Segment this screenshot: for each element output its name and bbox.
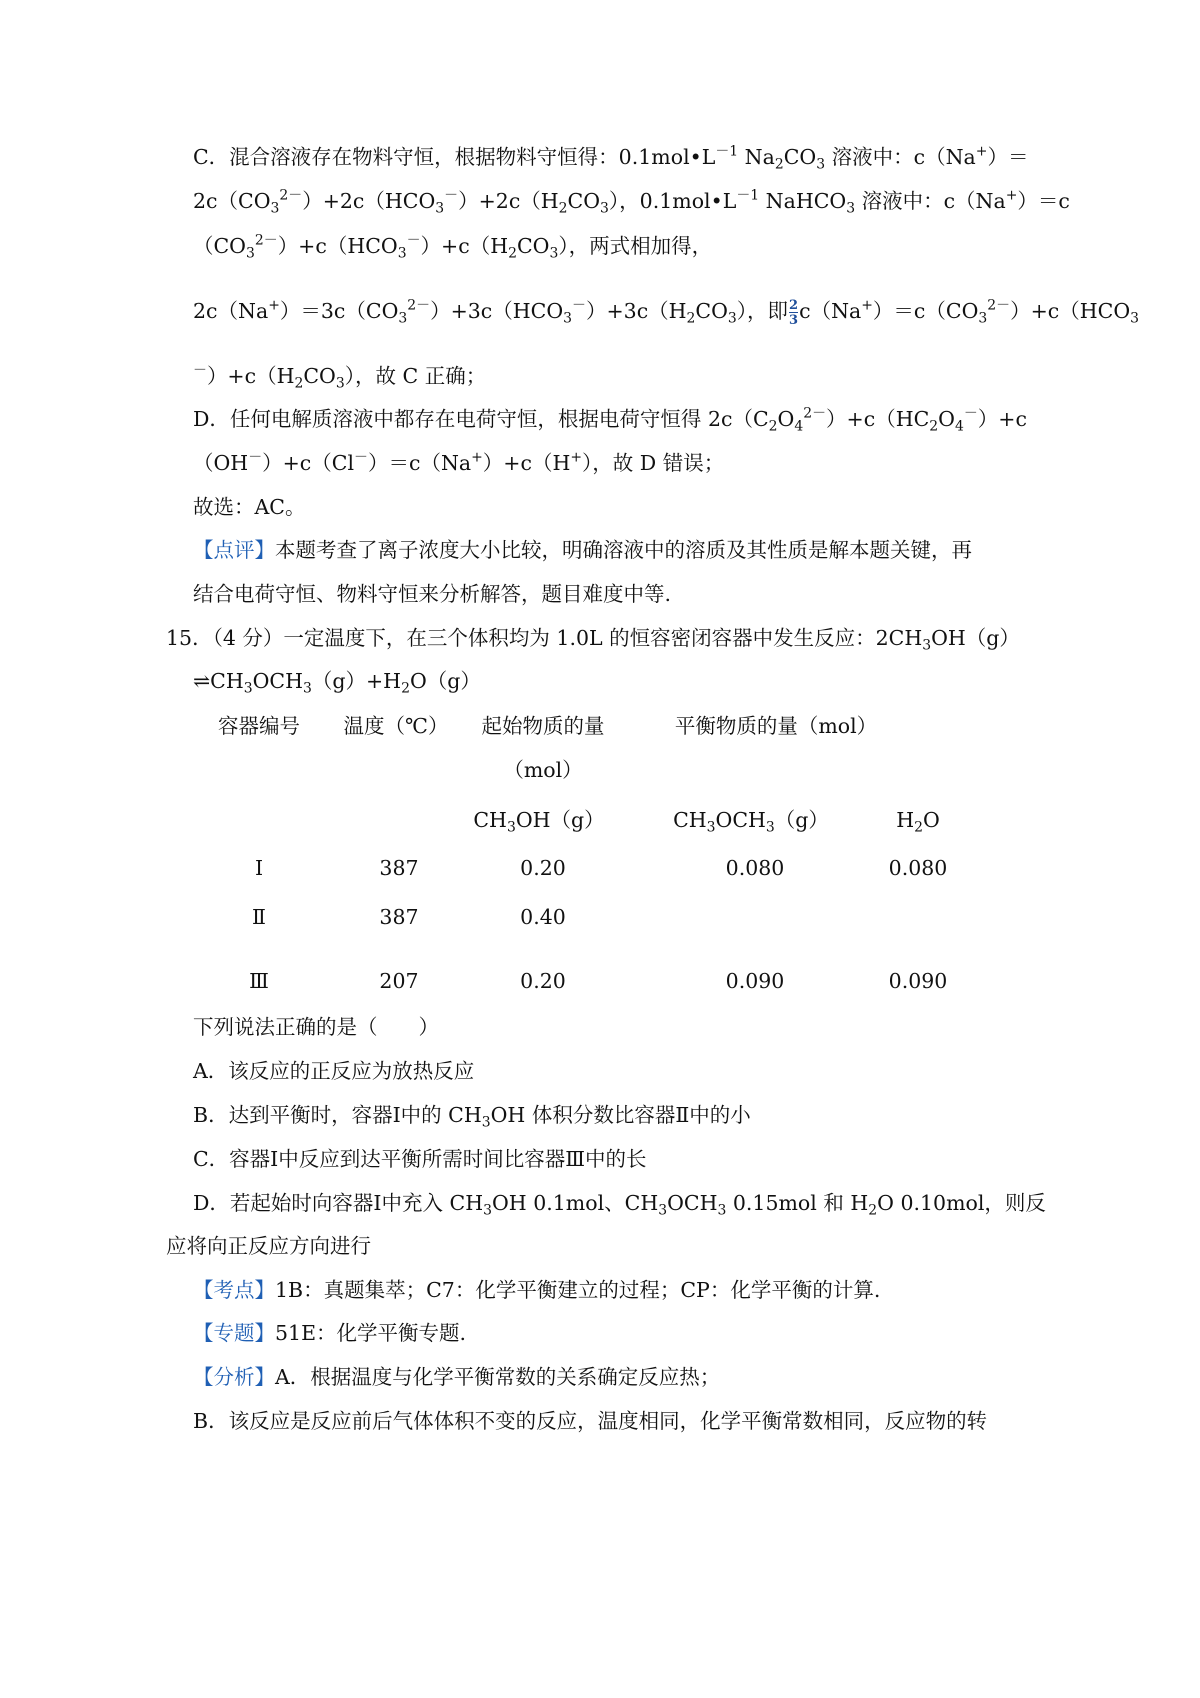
question-15-line-2: $\rightleftharpoons CH_3OCH_3(g)+H_2O(g)$ bbox=[193, 669, 481, 697]
header-equilibrium-amount: 平衡物质的量（mol） bbox=[674, 714, 878, 738]
fenxi-line bbox=[193, 1363, 720, 1391]
review-line-1 bbox=[193, 536, 972, 564]
review-text-1: 本题考查了离子浓度大小比较，明确溶液中的溶质及其性质是解本题关键，再 bbox=[275, 538, 972, 562]
fraction-two-thirds: $\frac{2}{3}$ bbox=[789, 297, 799, 328]
review-line-2: 结合电荷守恒、物料守恒来分析解答，题目难度中等. bbox=[193, 582, 672, 606]
zhuanti-line bbox=[193, 1319, 466, 1347]
c-analysis-line-2: $2c(CO_3^{2-})+2c(HCO_3^-)+2c(H_2CO_3)$，$0.1mol•L^{-1}$ NaHCO$_3$ 溶液中：c（Na+）＝c bbox=[193, 187, 1070, 217]
header-initial-amount: 起始物质的量 bbox=[481, 714, 605, 738]
row-1-temp: 387 bbox=[379, 856, 419, 880]
kaodian-tag: 【考点】 bbox=[193, 1278, 275, 1302]
row-3-id: Ⅲ bbox=[249, 969, 269, 993]
c-analysis-line-5: $^-)+c(H_2CO_3)$，故 C 正确； bbox=[193, 362, 487, 392]
row-1-id: Ⅰ bbox=[254, 856, 264, 880]
row-1-ch3oh: 0.20 bbox=[520, 856, 566, 880]
review-tag: 【点评】 bbox=[193, 538, 275, 562]
d-analysis-line-2: （OH－）+c（Cl－）＝c（Na+）+c（H+），故 D 错误； bbox=[193, 449, 725, 475]
header-temperature: 温度（℃） bbox=[343, 714, 449, 738]
row-2-ch3oh: 0.40 bbox=[520, 905, 566, 929]
row-3-h2o: 0.090 bbox=[888, 969, 948, 993]
c-analysis-line-1: C．混合溶液存在物料守恒，根据物料守恒得：$0.1mol•L^{-1}$ $Na_2CO_3$ 溶液中：c（Na+）＝ bbox=[193, 143, 1029, 173]
header-initial-unit: （mol） bbox=[503, 758, 583, 782]
option-c: C．容器Ⅰ中反应到达平衡所需时间比容器Ⅲ中的长 bbox=[193, 1147, 647, 1171]
c-analysis-line-3: $(CO_3^{2-})+c(HCO_3^-)+c(H_2CO_3)$，两式相加得， bbox=[193, 232, 713, 262]
subheader-ch3och3: $CH_3OCH_3(g)$ bbox=[673, 808, 829, 836]
kaodian-text: 1B：真题集萃；C7：化学平衡建立的过程；CP：化学平衡的计算. bbox=[275, 1278, 881, 1302]
subheader-h2o: $H_2O$ bbox=[896, 808, 940, 836]
header-container-no: 容器编号 bbox=[218, 714, 300, 738]
row-3-ch3och3: 0.090 bbox=[725, 969, 785, 993]
d-analysis-line-1: D．任何电解质溶液中都存在电荷守恒，根据电荷守恒得 $2c(C_2O_4^{2-})+c(HC_2O_4^-)+c$ bbox=[193, 405, 1027, 435]
subheader-ch3oh: $CH_3OH(g)$ bbox=[473, 808, 605, 836]
row-2-id: Ⅱ bbox=[252, 905, 266, 929]
row-1-ch3och3: 0.080 bbox=[725, 856, 785, 880]
fenxi-text: A．根据温度与化学平衡常数的关系确定反应热； bbox=[275, 1365, 721, 1389]
row-3-ch3oh: 0.20 bbox=[520, 969, 566, 993]
c-analysis-line-4: $2c(Na^+)=3c(CO_3^{2-})+3c(HCO_3^-)+3c(H_2CO_3)$，即 $\frac{2}{3}$ $c(Na^+)=c(CO_3^{2-})+c(HCO_3$ bbox=[193, 297, 1139, 328]
option-d-line-1: D．若起始时向容器Ⅰ中充入 $CH_3OH$ 0.1mol、$CH_3OCH_3$ 0.15mol 和 $H_2O$ 0.10mol，则反 bbox=[193, 1191, 1046, 1219]
row-1-h2o: 0.080 bbox=[888, 856, 948, 880]
choose-answer: 故选：AC。 bbox=[193, 495, 306, 519]
question-15-line-1: 15．（4 分）一定温度下，在三个体积均为 1.0L 的恒容密闭容器中发生反应：$2CH_3OH(g)$ bbox=[166, 626, 1020, 654]
row-3-temp: 207 bbox=[379, 969, 419, 993]
option-d-line-2: 应将向正反应方向进行 bbox=[166, 1234, 371, 1258]
row-2-temp: 387 bbox=[379, 905, 419, 929]
option-b: B．达到平衡时，容器Ⅰ中的 $CH_3OH$ 体积分数比容器Ⅱ中的小 bbox=[193, 1103, 751, 1131]
zhuanti-text: 51E：化学平衡专题. bbox=[275, 1321, 467, 1345]
fenxi-tag: 【分析】 bbox=[193, 1365, 275, 1389]
option-a: A．该反应的正反应为放热反应 bbox=[193, 1059, 475, 1083]
kaodian-line bbox=[193, 1276, 880, 1304]
b-analysis-line: B．该反应是反应前后气体体积不变的反应，温度相同，化学平衡常数相同，反应物的转 bbox=[193, 1409, 988, 1433]
question-prompt: 下列说法正确的是（ ） bbox=[193, 1015, 439, 1039]
zhuanti-tag: 【专题】 bbox=[193, 1321, 275, 1345]
